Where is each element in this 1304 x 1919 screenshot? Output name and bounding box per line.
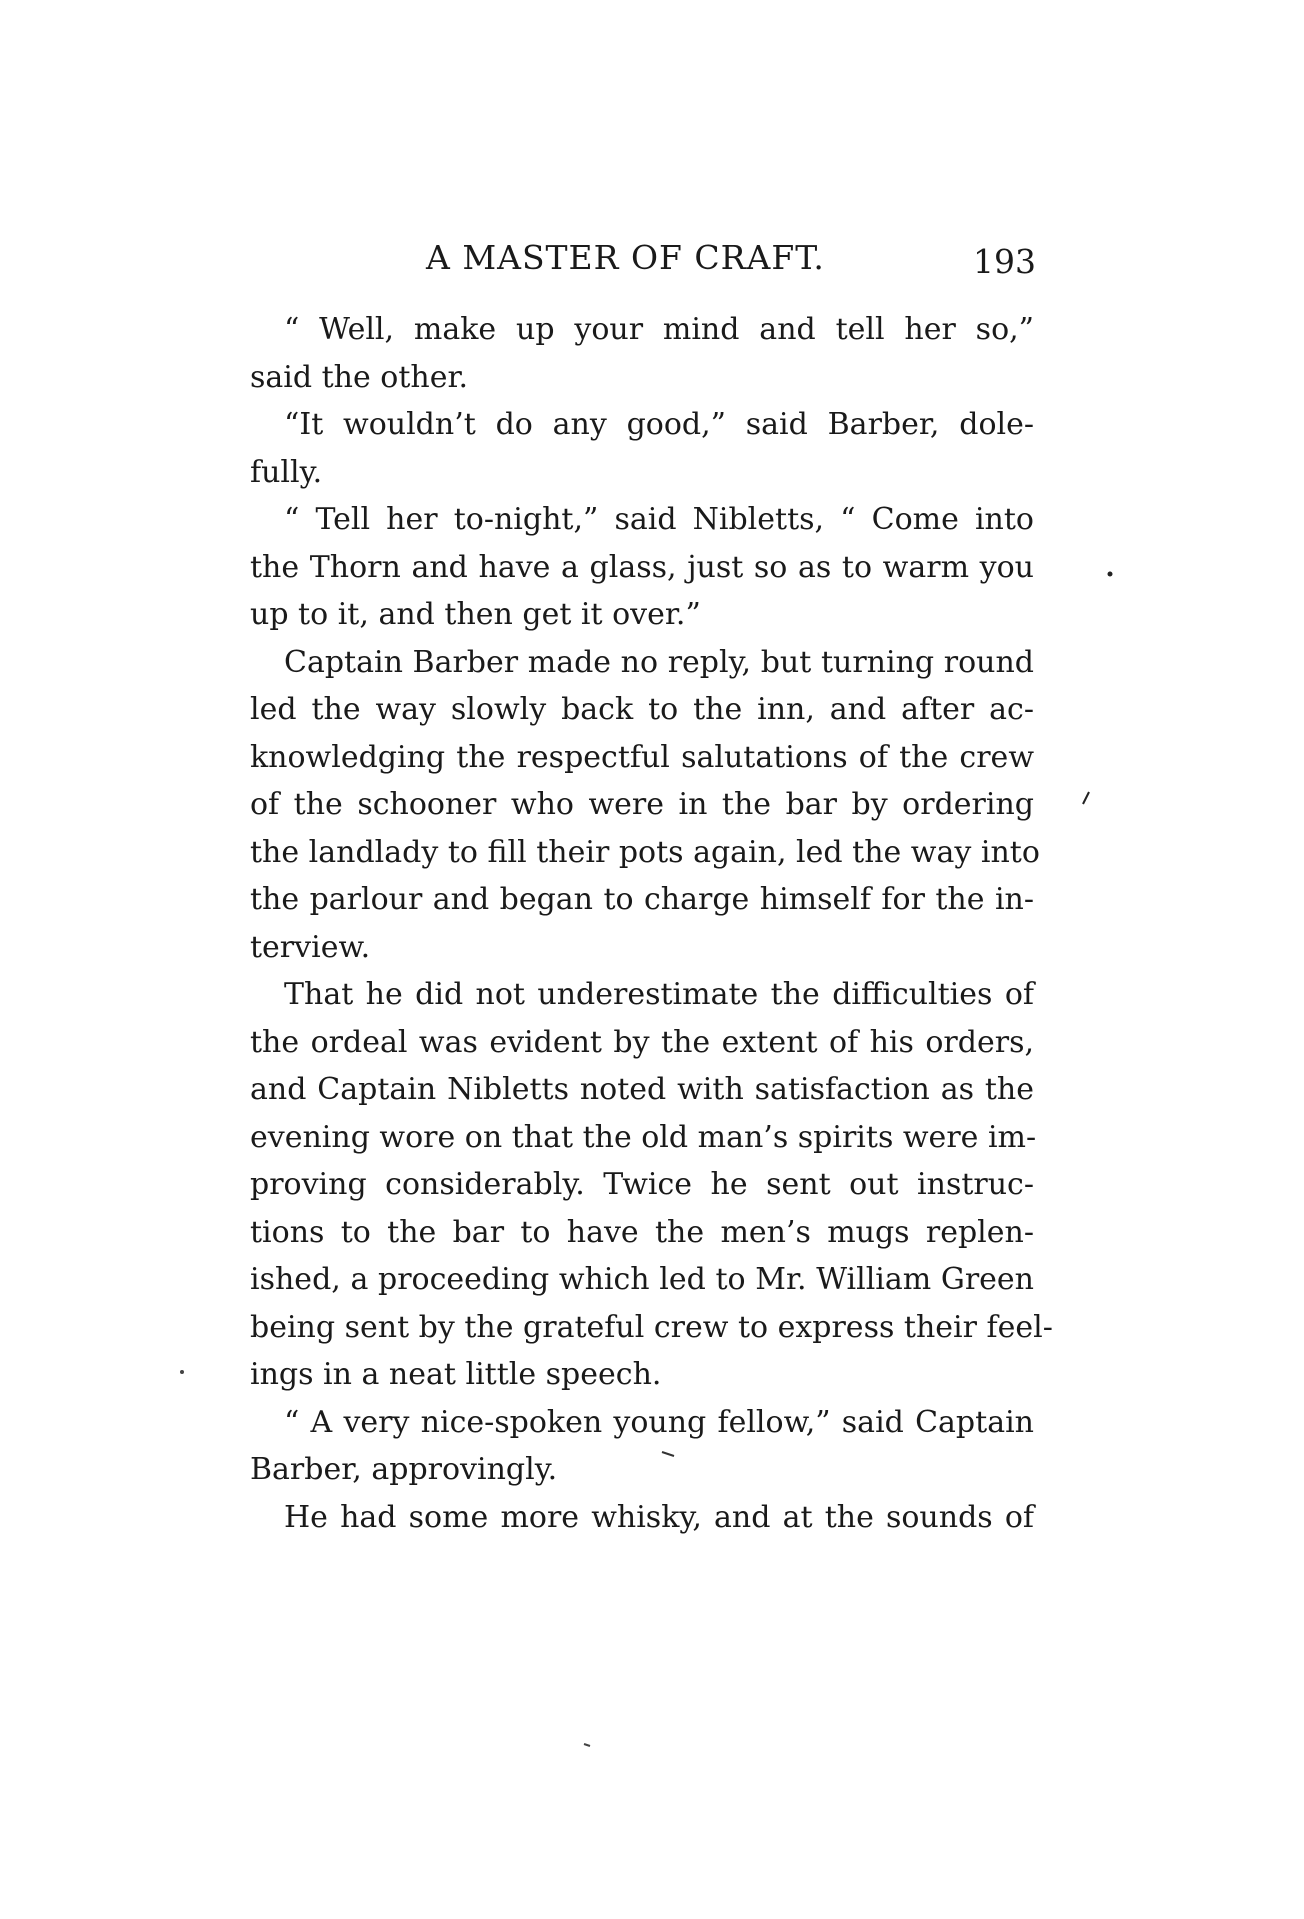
text-line: fully. bbox=[250, 454, 323, 490]
scan-speck bbox=[660, 1450, 676, 1458]
text-line: the Thorn and have a glass, just so as to warm you bbox=[250, 549, 1034, 585]
text-line: and Captain Nibletts noted with satisfaction as the bbox=[250, 1072, 1034, 1107]
body-text bbox=[250, 306, 1053, 1541]
scan-speck bbox=[582, 1742, 592, 1748]
page-number: 193 bbox=[973, 242, 1036, 281]
text-line: said the other. bbox=[250, 359, 469, 395]
scan-speck bbox=[178, 1368, 186, 1376]
page-header bbox=[250, 238, 1040, 288]
text-line: proving considerably. Twice he sent out instruc- bbox=[250, 1167, 1034, 1202]
text-line: He had some more whisky, and at the sounds of bbox=[284, 1499, 1034, 1535]
text-line: led the way slowly back to the inn, and after ac- bbox=[250, 692, 1034, 727]
text-line: Barber, approvingly. bbox=[250, 1452, 558, 1487]
scan-speck bbox=[1106, 570, 1114, 578]
text-line: evening wore on that the old man’s spirits were im- bbox=[250, 1119, 1037, 1155]
text-line: terview. bbox=[250, 929, 371, 965]
text-line: the landlady to fill their pots again, led the way into bbox=[250, 834, 1040, 870]
text-line: ished, a proceeding which led to Mr. William Green bbox=[250, 1262, 1034, 1297]
text-line: up to it, and then get it over.” bbox=[250, 597, 701, 632]
text-line: “ Well, make up your mind and tell her so,” bbox=[284, 312, 1034, 347]
text-line: the parlour and began to charge himself for the in- bbox=[250, 882, 1034, 917]
text-line: “ A very nice-spoken young fellow,” said Captain bbox=[284, 1404, 1034, 1440]
text-line: Captain Barber made no reply, but turning round bbox=[284, 644, 1034, 680]
text-line: That he did not underestimate the difficulties of bbox=[284, 977, 1034, 1012]
text-line: ings in a neat little speech. bbox=[250, 1357, 662, 1392]
running-title: A MASTER OF CRAFT. bbox=[426, 238, 825, 277]
text-line: “It wouldn’t do any good,” said Barber, dole- bbox=[284, 407, 1034, 442]
text-line: of the schooner who were in the bar by ordering bbox=[250, 787, 1034, 822]
text-line: being sent by the grateful crew to express their feel- bbox=[250, 1309, 1053, 1345]
text-line: tions to the bar to have the men’s mugs replen- bbox=[250, 1214, 1034, 1250]
scan-speck bbox=[1080, 790, 1092, 806]
text-line: knowledging the respectful salutations of the crew bbox=[250, 739, 1034, 775]
text-line: the ordeal was evident by the extent of his orders, bbox=[250, 1024, 1034, 1060]
text-line: “ Tell her to-night,” said Nibletts, “ Come into bbox=[284, 502, 1034, 537]
